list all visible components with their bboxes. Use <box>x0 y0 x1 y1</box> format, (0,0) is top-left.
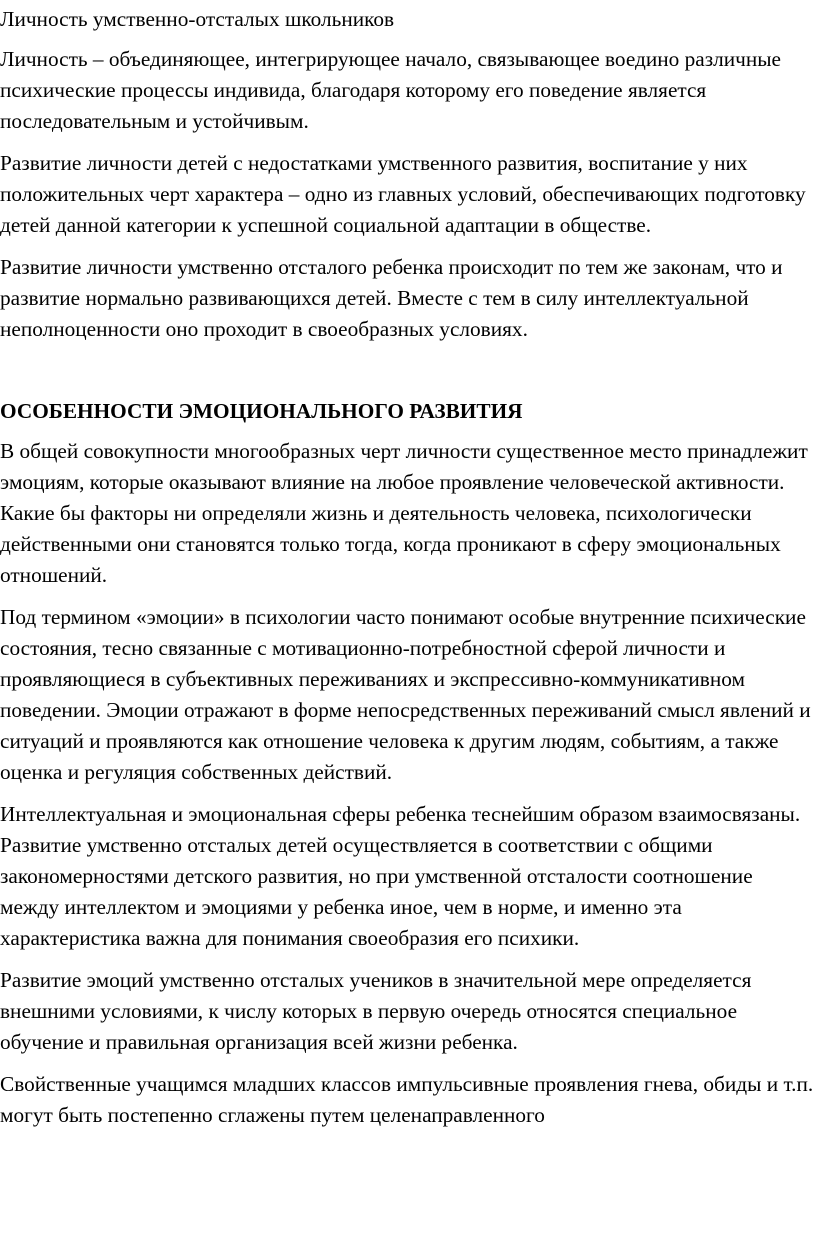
paragraph-section-2: Под термином «эмоции» в психологии часто понимают особые внутренние психические состояния, тесно связанные с мотивационно-потребностной сферой личности и проявляющиеся в субъективных переживаниях и экспрессивно-коммуникативном поведении. Эмоции отражают в форме непосредственных переживаний смысл явлений и ситуаций и проявляются как отношение человека к другим людям, событиям, а также оценка и регуляция собственных действий. <box>0 605 811 784</box>
paragraph-section-5: Свойственные учащимся младших классов импульсивные проявления гнева, обиды и т.п. могут быть постепенно сглажены путем целенаправленного <box>0 1072 814 1127</box>
section-heading: ОСОБЕННОСТИ ЭМОЦИОНАЛЬНОГО РАЗВИТИЯ <box>0 399 523 423</box>
section-spacer <box>0 356 816 396</box>
paragraph-intro-1: Личность – объединяющее, интегрирующее начало, связывающее воедино различные психические процессы индивида, благодаря которому его поведение является последовательным и устойчивым. <box>0 47 781 133</box>
paragraph-section-1: В общей совокупности многообразных черт личности существенное место принадлежит эмоциям, которые оказывают влияние на любое проявление человеческой активности. Какие бы факторы ни определяли жизнь и деятельность человека, психологически действенными они становятся только тогда, когда проникают в сферу эмоциональных отношений. <box>0 439 808 587</box>
paragraph-intro-3: Развитие личности умственно отсталого ребенка происходит по тем же законам, что и развитие нормально развивающихся детей. Вместе с тем в силу интеллектуальной неполноценности оно проходит в своеобразных условиях. <box>0 255 783 341</box>
paragraph-section-3: Интеллектуальная и эмоциональная сферы ребенка теснейшим образом взаимосвязаны. Развитие умственно отсталых детей осуществляется в соответствии с общими закономерностями детского развития, но при умственной отсталости соотношение между интеллектом и эмоциями у ребенка иное, чем в норме, и именно эта характеристика важна для понимания своеобразия его психики. <box>0 802 801 950</box>
paragraph-intro-2: Развитие личности детей с недостатками умственного развития, воспитание у них положительных черт характера – одно из главных условий, обеспечивающих подготовку детей данной категории к успешной социальной адаптации в обществе. <box>0 151 806 237</box>
paragraph-section-4: Развитие эмоций умственно отсталых учеников в значительной мере определяется внешними условиями, к числу которых в первую очередь относятся специальное обучение и правильная организация всей жизни ребенка. <box>0 968 752 1054</box>
document-title: Личность умственно-отсталых школьников <box>0 7 395 31</box>
